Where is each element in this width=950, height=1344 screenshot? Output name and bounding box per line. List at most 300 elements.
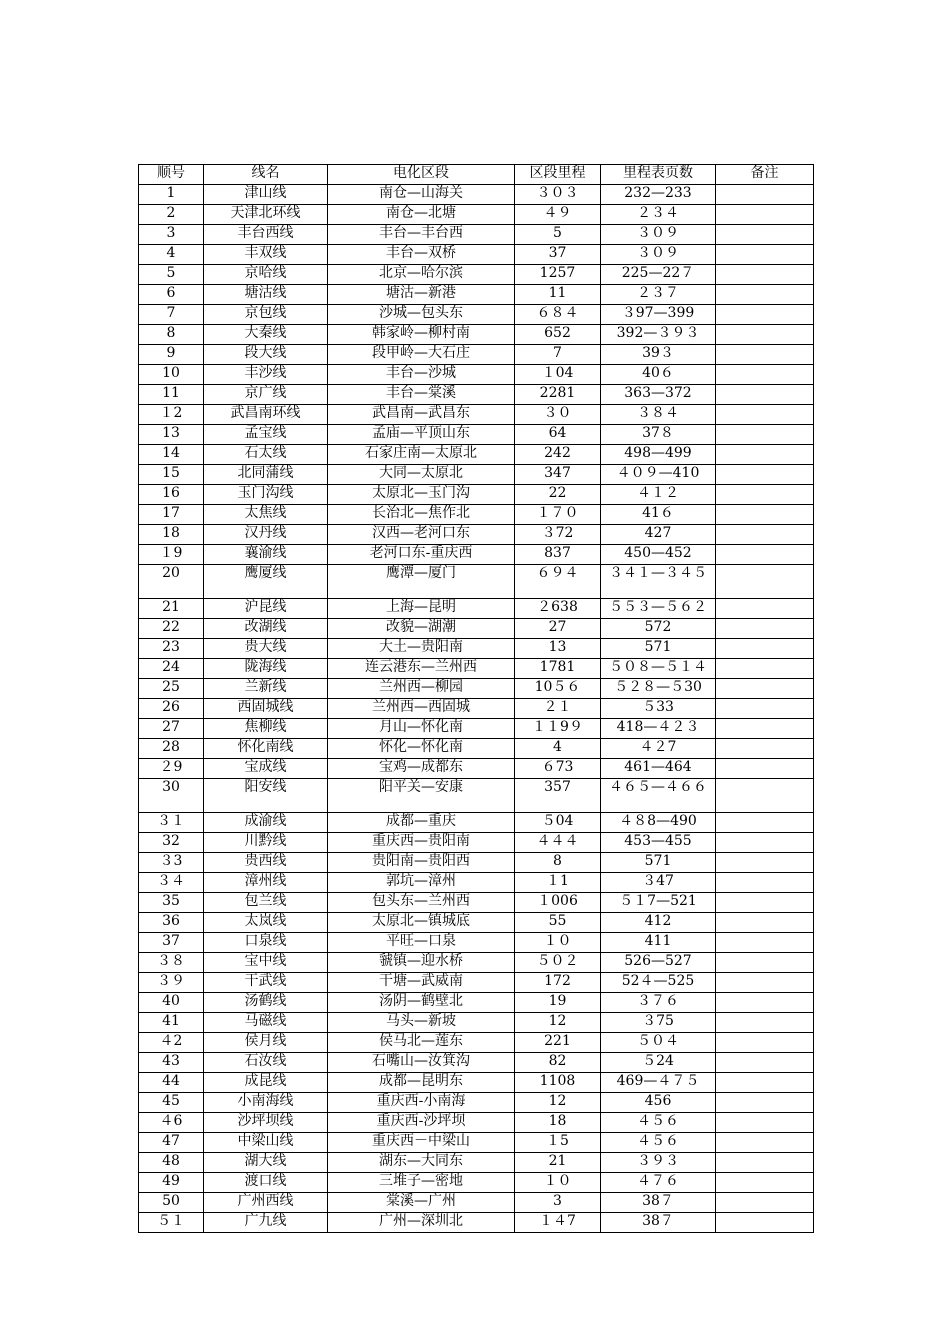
cell-section: 侯马北—莲东	[328, 1033, 515, 1053]
table-row	[139, 385, 814, 405]
cell-remarks	[716, 285, 814, 305]
cell-section: 鹰潭—厦门	[328, 565, 515, 599]
cell-remarks	[716, 1033, 814, 1053]
cell-line-name: 鹰厦线	[204, 565, 328, 599]
cell-line-name: 贵大线	[204, 639, 328, 659]
cell-section: 汉西—老河口东	[328, 525, 515, 545]
cell-mileage: 19	[515, 993, 601, 1013]
cell-mileage: ３０	[515, 405, 601, 425]
cell-seq: 9	[139, 345, 204, 365]
cell-line-name: 石汝线	[204, 1053, 328, 1073]
cell-section: 长治北—焦作北	[328, 505, 515, 525]
cell-seq: ３８	[139, 953, 204, 973]
table-row	[139, 1193, 814, 1213]
cell-seq: 50	[139, 1193, 204, 1213]
cell-mileage: ３72	[515, 525, 601, 545]
cell-line-name: 北同蒲线	[204, 465, 328, 485]
cell-line-name: 丰台西线	[204, 225, 328, 245]
cell-seq: 49	[139, 1173, 204, 1193]
cell-page-numbers: 456	[601, 1093, 716, 1113]
cell-section: 贵阳南—贵阳西	[328, 853, 515, 873]
cell-mileage: ６73	[515, 759, 601, 779]
cell-line-name: 兰新线	[204, 679, 328, 699]
cell-mileage: 2281	[515, 385, 601, 405]
cell-section: 重庆西—贵阳南	[328, 833, 515, 853]
cell-mileage: 837	[515, 545, 601, 565]
cell-section: 成都—昆明东	[328, 1073, 515, 1093]
cell-remarks	[716, 1013, 814, 1033]
cell-remarks	[716, 1153, 814, 1173]
header-mileage: 区段里程	[515, 165, 601, 185]
table-row	[139, 719, 814, 739]
cell-seq: 45	[139, 1093, 204, 1113]
cell-seq: 24	[139, 659, 204, 679]
cell-mileage: ６９４	[515, 565, 601, 599]
cell-mileage: 652	[515, 325, 601, 345]
cell-line-name: 玉门沟线	[204, 485, 328, 505]
cell-page-numbers: ３０９	[601, 225, 716, 245]
cell-page-numbers: 392—３９３	[601, 325, 716, 345]
cell-section: 连云港东—兰州西	[328, 659, 515, 679]
cell-mileage: 12	[515, 1093, 601, 1113]
table-row	[139, 873, 814, 893]
cell-remarks	[716, 405, 814, 425]
cell-page-numbers: ３47	[601, 873, 716, 893]
cell-section: 丰台—丰台西	[328, 225, 515, 245]
cell-remarks	[716, 1113, 814, 1133]
cell-page-numbers: 39３	[601, 345, 716, 365]
cell-page-numbers: ２３７	[601, 285, 716, 305]
cell-mileage: ３０３	[515, 185, 601, 205]
cell-mileage: ２638	[515, 599, 601, 619]
table-row	[139, 1073, 814, 1093]
cell-seq: 4	[139, 245, 204, 265]
cell-section: 棠溪—广州	[328, 1193, 515, 1213]
table-header-row	[139, 165, 814, 185]
cell-page-numbers: ５１7—521	[601, 893, 716, 913]
cell-remarks	[716, 345, 814, 365]
cell-page-numbers: 450—452	[601, 545, 716, 565]
railway-electrification-table	[138, 164, 814, 1233]
cell-line-name: 丰沙线	[204, 365, 328, 385]
cell-remarks	[716, 425, 814, 445]
cell-remarks	[716, 265, 814, 285]
cell-mileage: 172	[515, 973, 601, 993]
table-row	[139, 225, 814, 245]
cell-line-name: 渡口线	[204, 1173, 328, 1193]
cell-line-name: 成渝线	[204, 813, 328, 833]
table-row	[139, 1033, 814, 1053]
cell-seq: 44	[139, 1073, 204, 1093]
cell-line-name: 口泉线	[204, 933, 328, 953]
cell-page-numbers: 38７	[601, 1193, 716, 1213]
cell-mileage: １０	[515, 1173, 601, 1193]
cell-remarks	[716, 325, 814, 345]
table-row	[139, 345, 814, 365]
cell-page-numbers: ３８４	[601, 405, 716, 425]
cell-page-numbers: ４５６	[601, 1133, 716, 1153]
cell-remarks	[716, 1173, 814, 1193]
table-row	[139, 993, 814, 1013]
cell-page-numbers: ４０９—410	[601, 465, 716, 485]
cell-line-name: 塘沽线	[204, 285, 328, 305]
cell-remarks	[716, 385, 814, 405]
cell-line-name: 川黔线	[204, 833, 328, 853]
cell-page-numbers: ５５３—５６２	[601, 599, 716, 619]
table-row	[139, 425, 814, 445]
cell-line-name: 漳州线	[204, 873, 328, 893]
table-row	[139, 445, 814, 465]
cell-section: 太原北—镇城底	[328, 913, 515, 933]
table-row	[139, 833, 814, 853]
cell-page-numbers: 411	[601, 933, 716, 953]
cell-section: 孟庙—平顶山东	[328, 425, 515, 445]
cell-remarks	[716, 973, 814, 993]
cell-line-name: 孟宝线	[204, 425, 328, 445]
cell-remarks	[716, 599, 814, 619]
cell-section: 兰州西—西固城	[328, 699, 515, 719]
cell-mileage: 55	[515, 913, 601, 933]
cell-remarks	[716, 465, 814, 485]
cell-remarks	[716, 853, 814, 873]
cell-seq: 16	[139, 485, 204, 505]
cell-page-numbers: ２３４	[601, 205, 716, 225]
cell-mileage: 13	[515, 639, 601, 659]
cell-line-name: 广州西线	[204, 1193, 328, 1213]
cell-seq: ３４	[139, 873, 204, 893]
cell-seq: 8	[139, 325, 204, 345]
cell-seq: 47	[139, 1133, 204, 1153]
cell-seq: 25	[139, 679, 204, 699]
cell-line-name: 段大线	[204, 345, 328, 365]
cell-seq: 6	[139, 285, 204, 305]
cell-line-name: 改湖线	[204, 619, 328, 639]
cell-line-name: 西固城线	[204, 699, 328, 719]
cell-remarks	[716, 365, 814, 385]
cell-line-name: 小南海线	[204, 1093, 328, 1113]
cell-mileage: １04	[515, 365, 601, 385]
cell-line-name: 沪昆线	[204, 599, 328, 619]
cell-page-numbers: 38７	[601, 1213, 716, 1233]
cell-mileage: 37	[515, 245, 601, 265]
cell-line-name: 太岚线	[204, 913, 328, 933]
cell-section: 三堆子—密地	[328, 1173, 515, 1193]
cell-mileage: 3	[515, 1193, 601, 1213]
table-row	[139, 699, 814, 719]
table-row	[139, 599, 814, 619]
table-row	[139, 565, 814, 599]
cell-section: 改貌—湖潮	[328, 619, 515, 639]
table-row	[139, 779, 814, 813]
cell-mileage: １１9９	[515, 719, 601, 739]
cell-mileage: 82	[515, 1053, 601, 1073]
cell-page-numbers: 363—372	[601, 385, 716, 405]
cell-line-name: 京包线	[204, 305, 328, 325]
cell-page-numbers: ４６５—４６６	[601, 779, 716, 813]
table-row	[139, 285, 814, 305]
cell-seq: ３１	[139, 813, 204, 833]
table-row	[139, 679, 814, 699]
cell-section: 重庆西-小南海	[328, 1093, 515, 1113]
cell-section: 广州—深圳北	[328, 1213, 515, 1233]
cell-remarks	[716, 699, 814, 719]
table-row	[139, 265, 814, 285]
cell-mileage: 27	[515, 619, 601, 639]
cell-seq: ３3	[139, 853, 204, 873]
cell-page-numbers: ４２7	[601, 739, 716, 759]
cell-page-numbers: 418—４２３	[601, 719, 716, 739]
cell-mileage: ６８４	[515, 305, 601, 325]
cell-seq: ２9	[139, 759, 204, 779]
cell-line-name: 宝成线	[204, 759, 328, 779]
cell-line-name: 宝中线	[204, 953, 328, 973]
cell-section: 丰台—双桥	[328, 245, 515, 265]
cell-line-name: 陇海线	[204, 659, 328, 679]
cell-section: 成都—重庆	[328, 813, 515, 833]
cell-seq: 3	[139, 225, 204, 245]
cell-mileage: 5	[515, 225, 601, 245]
cell-page-numbers: 232—233	[601, 185, 716, 205]
cell-seq: １9	[139, 545, 204, 565]
table-row	[139, 465, 814, 485]
cell-line-name: 京哈线	[204, 265, 328, 285]
cell-section: 石嘴山—汝箕沟	[328, 1053, 515, 1073]
table-row	[139, 545, 814, 565]
table-row	[139, 1173, 814, 1193]
cell-page-numbers: 40６	[601, 365, 716, 385]
cell-remarks	[716, 205, 814, 225]
cell-mileage: ５０２	[515, 953, 601, 973]
cell-line-name: 太焦线	[204, 505, 328, 525]
table-row	[139, 1153, 814, 1173]
cell-mileage: 10５６	[515, 679, 601, 699]
table-row	[139, 953, 814, 973]
cell-line-name: 武昌南环线	[204, 405, 328, 425]
cell-remarks	[716, 679, 814, 699]
cell-section: 汤阴—鹤壁北	[328, 993, 515, 1013]
cell-page-numbers: ４１２	[601, 485, 716, 505]
cell-seq: 30	[139, 779, 204, 813]
cell-mileage: 12	[515, 1013, 601, 1033]
cell-seq: 28	[139, 739, 204, 759]
cell-seq: 5	[139, 265, 204, 285]
table-row	[139, 1053, 814, 1073]
cell-section: 重庆西-沙坪坝	[328, 1113, 515, 1133]
cell-line-name: 石太线	[204, 445, 328, 465]
cell-remarks	[716, 1133, 814, 1153]
cell-remarks	[716, 225, 814, 245]
cell-line-name: 中梁山线	[204, 1133, 328, 1153]
cell-page-numbers: ３４１—３４５	[601, 565, 716, 599]
cell-remarks	[716, 245, 814, 265]
cell-mileage: 8	[515, 853, 601, 873]
cell-page-numbers: ４７６	[601, 1173, 716, 1193]
cell-mileage: 347	[515, 465, 601, 485]
table-row	[139, 739, 814, 759]
cell-mileage: 18	[515, 1113, 601, 1133]
cell-page-numbers: 526—527	[601, 953, 716, 973]
table-row	[139, 893, 814, 913]
header-remarks: 备注	[716, 165, 814, 185]
cell-section: 郭坑—漳州	[328, 873, 515, 893]
table-row	[139, 245, 814, 265]
cell-seq: 27	[139, 719, 204, 739]
cell-remarks	[716, 1193, 814, 1213]
cell-section: 大土—贵阳南	[328, 639, 515, 659]
table-row	[139, 365, 814, 385]
cell-page-numbers: ５２８—５30	[601, 679, 716, 699]
cell-page-numbers: ５０４	[601, 1033, 716, 1053]
cell-section: 丰台—棠溪	[328, 385, 515, 405]
cell-section: 韩家岭—柳村南	[328, 325, 515, 345]
table-row	[139, 185, 814, 205]
cell-line-name: 成昆线	[204, 1073, 328, 1093]
cell-section: 北京—哈尔滨	[328, 265, 515, 285]
cell-line-name: 丰双线	[204, 245, 328, 265]
cell-line-name: 包兰线	[204, 893, 328, 913]
cell-remarks	[716, 739, 814, 759]
cell-seq: 40	[139, 993, 204, 1013]
cell-mileage: １７０	[515, 505, 601, 525]
cell-section: 段甲岭—大石庄	[328, 345, 515, 365]
cell-mileage: 4	[515, 739, 601, 759]
cell-line-name: 天津北环线	[204, 205, 328, 225]
cell-page-numbers: ３０９	[601, 245, 716, 265]
cell-remarks	[716, 305, 814, 325]
cell-page-numbers: 225—22７	[601, 265, 716, 285]
cell-page-numbers: 412	[601, 913, 716, 933]
cell-page-numbers: ３９３	[601, 1153, 716, 1173]
cell-mileage: 1781	[515, 659, 601, 679]
table-row	[139, 1113, 814, 1133]
cell-seq: ４2	[139, 1033, 204, 1053]
cell-seq: 14	[139, 445, 204, 465]
cell-remarks	[716, 993, 814, 1013]
table-row	[139, 205, 814, 225]
table-row	[139, 1093, 814, 1113]
cell-remarks	[716, 545, 814, 565]
cell-section: 干塘—武威南	[328, 973, 515, 993]
cell-section: 月山—怀化南	[328, 719, 515, 739]
cell-mileage: ４４４	[515, 833, 601, 853]
cell-remarks	[716, 505, 814, 525]
cell-mileage: １1	[515, 873, 601, 893]
table-row	[139, 1013, 814, 1033]
cell-line-name: 襄渝线	[204, 545, 328, 565]
table-row	[139, 525, 814, 545]
cell-mileage: １5	[515, 1133, 601, 1153]
cell-section: 太原北—玉门沟	[328, 485, 515, 505]
cell-mileage: ５04	[515, 813, 601, 833]
cell-section: 兰州西—柳园	[328, 679, 515, 699]
cell-seq: １2	[139, 405, 204, 425]
cell-line-name: 干武线	[204, 973, 328, 993]
cell-page-numbers: ５24	[601, 1053, 716, 1073]
cell-remarks	[716, 525, 814, 545]
cell-section: 南仓—山海关	[328, 185, 515, 205]
cell-section: 丰台—沙城	[328, 365, 515, 385]
header-line-name: 线名	[204, 165, 328, 185]
cell-remarks	[716, 1093, 814, 1113]
cell-line-name: 汉丹线	[204, 525, 328, 545]
cell-seq: 22	[139, 619, 204, 639]
cell-page-numbers: ３75	[601, 1013, 716, 1033]
cell-seq: 48	[139, 1153, 204, 1173]
cell-remarks	[716, 1053, 814, 1073]
cell-remarks	[716, 933, 814, 953]
cell-page-numbers: ３97—399	[601, 305, 716, 325]
cell-remarks	[716, 913, 814, 933]
cell-page-numbers: 571	[601, 853, 716, 873]
table-row	[139, 853, 814, 873]
table-row	[139, 485, 814, 505]
cell-mileage: 11	[515, 285, 601, 305]
cell-line-name: 焦柳线	[204, 719, 328, 739]
cell-mileage: 1257	[515, 265, 601, 285]
cell-section: 阳平关—安康	[328, 779, 515, 813]
table-row	[139, 505, 814, 525]
table-row	[139, 325, 814, 345]
table-row	[139, 933, 814, 953]
cell-mileage: 21	[515, 1153, 601, 1173]
cell-remarks	[716, 445, 814, 465]
cell-remarks	[716, 659, 814, 679]
cell-seq: 18	[139, 525, 204, 545]
header-seq: 顺号	[139, 165, 204, 185]
cell-seq: 32	[139, 833, 204, 853]
cell-mileage: １４7	[515, 1213, 601, 1233]
cell-line-name: 马磁线	[204, 1013, 328, 1033]
cell-page-numbers: ５０８—５１４	[601, 659, 716, 679]
cell-line-name: 沙坪坝线	[204, 1113, 328, 1133]
cell-page-numbers: ５33	[601, 699, 716, 719]
cell-line-name: 广九线	[204, 1213, 328, 1233]
cell-section: 宝鸡—成都东	[328, 759, 515, 779]
cell-seq: ５１	[139, 1213, 204, 1233]
cell-page-numbers: 571	[601, 639, 716, 659]
cell-seq: 35	[139, 893, 204, 913]
cell-remarks	[716, 893, 814, 913]
cell-section: 重庆西－中梁山	[328, 1133, 515, 1153]
cell-line-name: 阳安线	[204, 779, 328, 813]
cell-remarks	[716, 1073, 814, 1093]
cell-page-numbers: 572	[601, 619, 716, 639]
cell-seq: 23	[139, 639, 204, 659]
cell-mileage: 7	[515, 345, 601, 365]
cell-mileage: １０	[515, 933, 601, 953]
cell-seq: 21	[139, 599, 204, 619]
table-row	[139, 913, 814, 933]
cell-section: 马头—新坡	[328, 1013, 515, 1033]
cell-seq: 13	[139, 425, 204, 445]
cell-seq: 1	[139, 185, 204, 205]
cell-remarks	[716, 565, 814, 599]
table-row	[139, 305, 814, 325]
cell-line-name: 汤鹤线	[204, 993, 328, 1013]
cell-remarks	[716, 1213, 814, 1233]
table-row	[139, 639, 814, 659]
cell-line-name: 侯月线	[204, 1033, 328, 1053]
header-page-numbers: 里程表页数	[601, 165, 716, 185]
cell-seq: ４6	[139, 1113, 204, 1133]
cell-section: 武昌南—武昌东	[328, 405, 515, 425]
table-row	[139, 1213, 814, 1233]
cell-line-name: 怀化南线	[204, 739, 328, 759]
cell-seq: 41	[139, 1013, 204, 1033]
cell-remarks	[716, 873, 814, 893]
cell-mileage: 22	[515, 485, 601, 505]
cell-section: 虢镇—迎水桥	[328, 953, 515, 973]
